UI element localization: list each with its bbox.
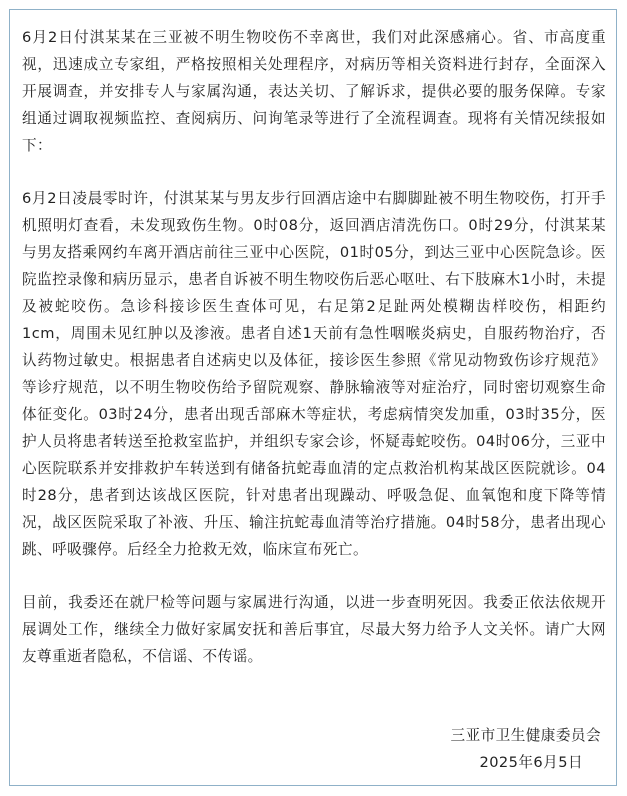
signoff-block (451, 722, 601, 776)
notice-body (22, 24, 606, 670)
issue-date: 2025年6月5日 (479, 754, 583, 771)
notice-paragraph-intro: 6月2日付淇某某在三亚被不明生物咬伤不幸离世，我们对此深感痛心。省、市高度重视，迅速成立专家组，严格按照相关处理程序，对病历等相关资料进行封存，全面深入开展调查，并安排专人与家属沟通，表达关切、了解诉求，提供必要的服务保障。专家组通过调取视频监控、查阅病历、问询笔录等进行了全流程调查。现将有关情况续报如下： (22, 29, 606, 154)
issuer-name: 三亚市卫生健康委员会 (450, 727, 601, 744)
notice-paragraph-timeline: 6月2日凌晨零时许，付淇某某与男友步行回酒店途中右脚脚趾被不明生物咬伤，打开手机照明灯查看，未发现致伤生物。0时08分，返回酒店清洗伤口。0时29分，付淇某某与男友搭乘网约车离开酒店前往三亚中心医院，01时05分，到达三亚中心医院急诊。医院监控录像和病历显示，患者自诉被不明生物咬伤后恶心呕吐、右下肢麻木1小时，未提及被蛇咬伤。急诊科接诊医生查体可见，右足第2足趾两处模糊齿样咬伤，相距约1cm，周围未见红肿以及渗液。患者自述1天前有急性咽喉炎病史，自服药物治疗，否认药物过敏史。根据患者自述病史以及体征，接诊医生参照《常见动物致伤诊疗规范》等诊疗规范，以不明生物咬伤给予留院观察、静脉输液等对症治疗，同时密切观察生命体征变化。03时24分，患者出现舌部麻木等症状，考虑病情突发加重，03时35分，医护人员将患者转送至抢救室监护，并组织专家会诊，怀疑毒蛇咬伤。04时06分，三亚中心医院联系并安排救护车转送到有储备抗蛇毒血清的定点救治机构某战区医院就诊。04时28分，患者到达该战区医院，针对患者出现躁动、呼吸急促、血氧饱和度下降等情况，战区医院采取了补液、升压、输注抗蛇毒血清等治疗措施。04时58分，患者出现心跳、呼吸骤停。后经全力抢救无效，临床宣布死亡。 (22, 190, 606, 558)
notice-paragraph-current: 目前，我委还在就尸检等问题与家属进行沟通，以进一步查明死因。我委正依法依规开展调处工作，继续全力做好家属安抚和善后事宜，尽最大努力给予人文关怀。请广大网友尊重逝者隐私，不信谣、不传谣。 (22, 594, 606, 665)
